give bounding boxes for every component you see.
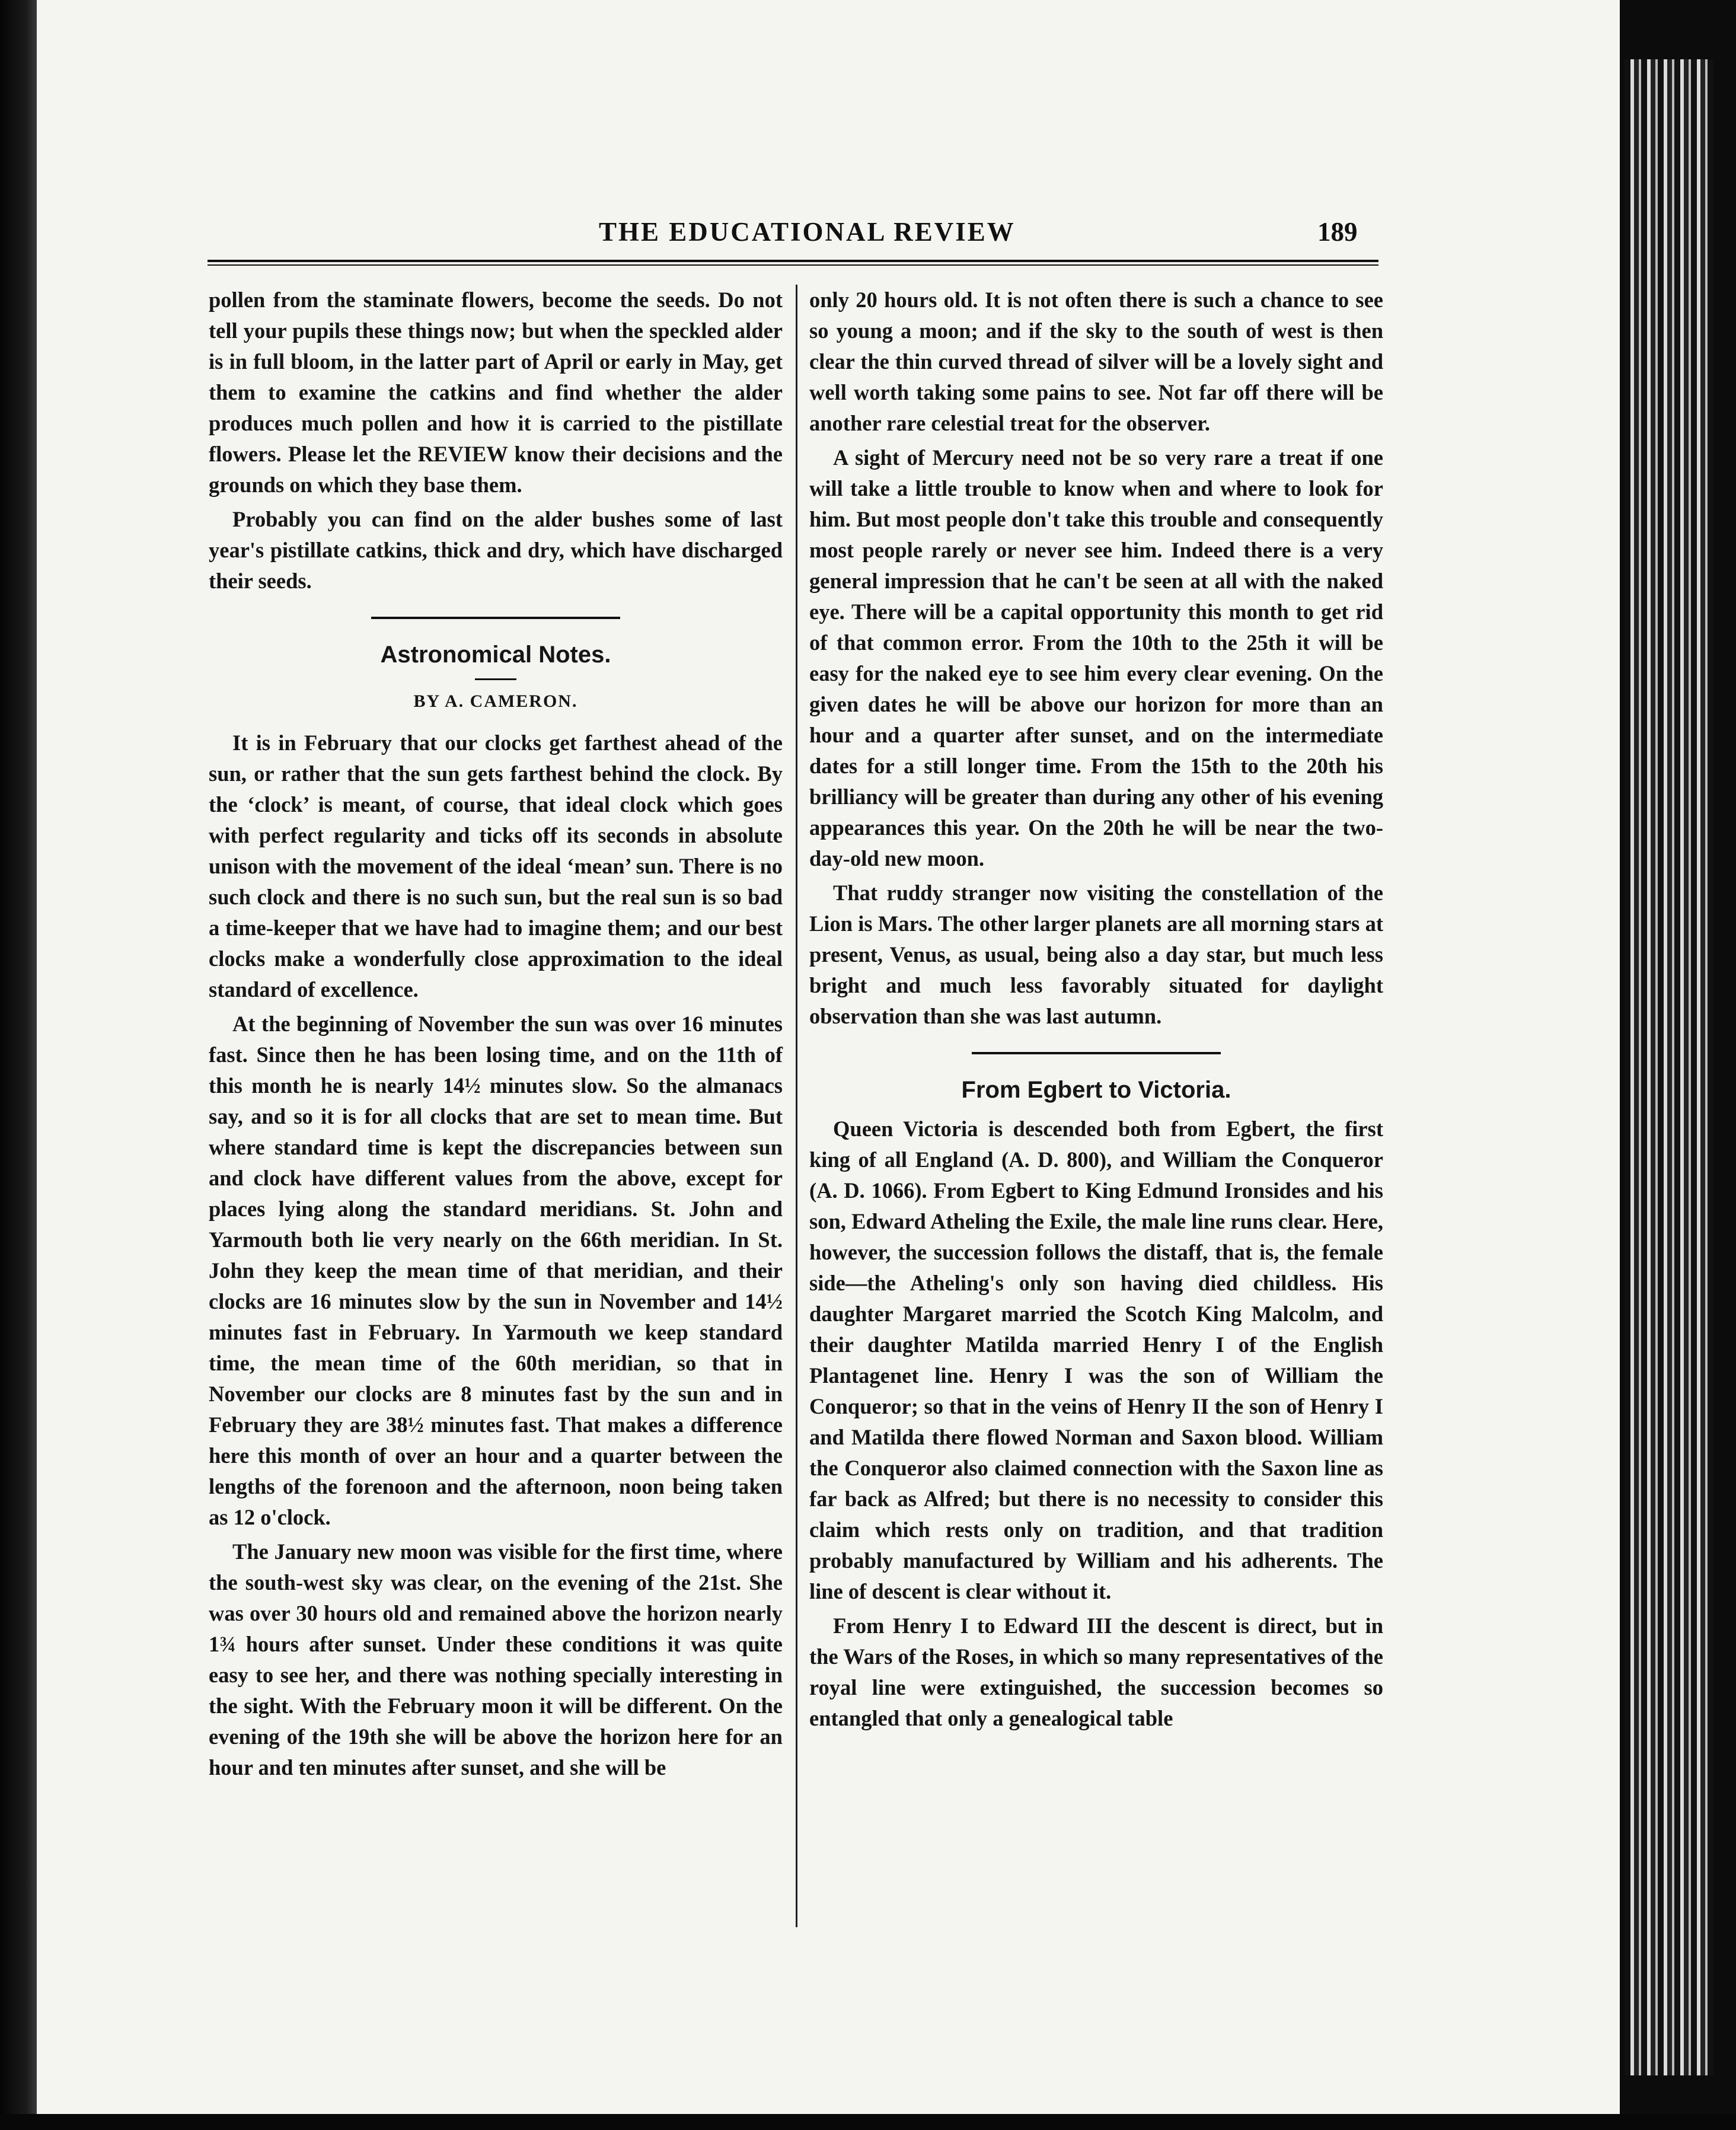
paragraph: Queen Victoria is descended both from Egbert, the first king of all England (A. D. 800), and William the Conqueror (A. D. 1066). From Egbert to King Edmund Ironsides and his son, Edward Atheling the Exile, the male line runs clear. Here, however, the succession follows the distaff, that is, the female side—the Atheling's only son having died childless. His daughter Margaret married the Scotch King Malcolm, and their daughter Matilda married Henry I of the English Plantagenet line. Henry I was the son of William the Conqueror; so that in the veins of Henry II the son of Henry I and Matilda there flowed Norman and Saxon blood. William the Conqueror also claimed connection with the Saxon line as far back as Alfred; but there is no necessity to consider this claim which rests only on tradition, and that tradition probably manufactured by William and his adherents. The line of descent is clear without it. bbox=[809, 1117, 1383, 1603]
article-title: Astronomical Notes. bbox=[380, 642, 611, 668]
paragraph: pollen from the staminate flowers, become the seeds. Do not tell your pupils these things now; but when the speckled alder is in full bloom, in the latter part of April or early in May, get them to examine the catkins and find whether the alder produces much pollen and how it is carried to the pistillate flowers. Please let the REVIEW know their decisions and the grounds on which they base them. bbox=[209, 288, 783, 497]
paragraph: From Henry I to Edward III the descent is direct, but in the Wars of the Roses, in which so many representatives of the royal line were extinguished, the succession becomes so entangled that only a genealogical table bbox=[809, 1614, 1383, 1730]
left-column bbox=[209, 285, 783, 1787]
paragraph: only 20 hours old. It is not often there is such a chance to see so young a moon; and if the sky to the south of west is then clear the thin curved thread of silver will be a lovely sight and well worth taking some pains to see. Not far off there will be another rare celestial treat for the observer. bbox=[809, 288, 1383, 435]
paragraph: That ruddy stranger now visiting the constellation of the Lion is Mars. The other larger planets are all morning stars at present, Venus, as usual, being also a day star, but much less bright and much less favorably situated for daylight observation than she was last autumn. bbox=[809, 881, 1383, 1028]
paragraph: The January new moon was visible for the first time, where the south-west sky was clear, on the evening of the 21st. She was over 30 hours old and remained above the horizon nearly 1¾ hours after sunset. Under these conditions it was quite easy to see her, and there was nothing specially interesting in the sight. With the February moon it will be different. On the evening of the 19th she will be above the horizon here for an hour and ten minutes after sunset, and she will be bbox=[209, 1539, 783, 1780]
running-head: THE EDUCATIONAL REVIEW bbox=[599, 217, 1016, 247]
column-divider bbox=[796, 285, 797, 1927]
scan-left-edge bbox=[0, 0, 37, 2130]
section-separator bbox=[972, 1052, 1221, 1054]
paragraph: A sight of Mercury need not be so very rare a treat if one will take a little trouble to know when and where to look for him. But most people don't take this trouble and consequently most people rarely or never see him. Indeed there is a very general impression that he can't be seen at all with the naked eye. There will be a capital opportunity this month to get rid of that common error. From the 10th to the 25th it will be easy for the naked eye to see him every clear evening. On the given dates he will be above our horizon for more than an hour and a quarter after sunset, and on the intermediate dates for a still longer time. From the 15th to the 20th his brilliancy will be greater than during any other of his evening appearances this year. On the 20th he will be near the two-day-old new moon. bbox=[809, 445, 1383, 871]
section-separator bbox=[371, 617, 620, 619]
byline: BY A. CAMERON. bbox=[413, 691, 578, 711]
paragraph: It is in February that our clocks get farthest ahead of the sun, or rather that the sun gets farthest behind the clock. By the ‘clock’ is meant, of course, that ideal clock which goes with perfect regularity and ticks off its seconds in absolute unison with the movement of the ideal ‘mean’ sun. There is no such clock and there is no such sun, but the real sun is so bad a time-keeper that we have had to imagine them; and our best clocks make a wonderfully close approximation to the ideal standard of excellence. bbox=[209, 731, 783, 1002]
article-title: From Egbert to Victoria. bbox=[961, 1077, 1231, 1103]
right-column bbox=[809, 285, 1383, 1737]
page-number: 189 bbox=[1317, 217, 1358, 247]
header-rule bbox=[208, 260, 1378, 266]
paragraph: At the beginning of November the sun was over 16 minutes fast. Since then he has been losing time, and on the 11th of this month he is nearly 14½ minutes slow. So the almanacs say, and so it is for all clocks that are set to mean time. But where standard time is kept the discrepancies between sun and clock have different values from the above, except for places lying along the standard meridians. St. John and Yarmouth both lie very nearly on the 66th meridian. In St. John they keep the mean time of that meridian, and their clocks are 16 minutes slow by the sun in November and 14½ minutes fast in February. In Yarmouth we keep standard time, the mean time of the 60th meridian, so that in November our clocks are 8 minutes fast by the sun and in February they are 38½ minutes fast. That makes a difference here this month of over an hour and a quarter between the lengths of the forenoon and the afternoon, noon being taken as 12 o'clock. bbox=[209, 1012, 783, 1529]
scan-binding-edge bbox=[1625, 59, 1713, 2075]
title-rule bbox=[475, 678, 516, 680]
paragraph: Probably you can find on the alder bushes some of last year's pistillate catkins, thick and dry, which have discharged their seeds. bbox=[209, 507, 783, 593]
scan-bottom-edge bbox=[0, 2114, 1736, 2130]
